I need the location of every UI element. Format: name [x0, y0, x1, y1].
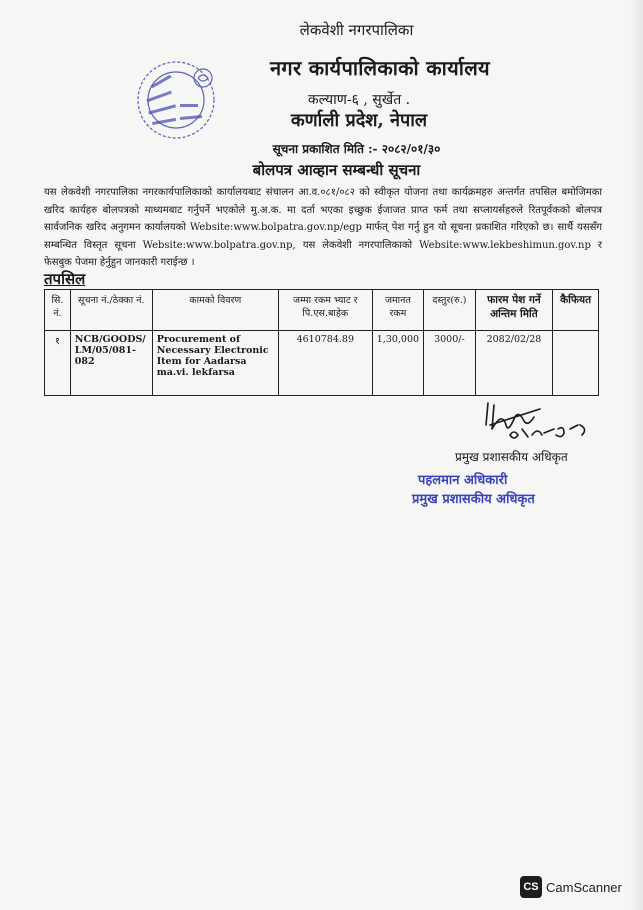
page-edge-shadow	[630, 0, 643, 910]
camscanner-icon: CS	[520, 876, 542, 898]
table-row	[45, 331, 599, 396]
cell-sn: १	[45, 331, 71, 396]
header-security: जमानत रकम	[372, 290, 423, 331]
municipality-name: लेकवेशी नगरपालिका	[299, 21, 414, 39]
stamp-title: प्रमुख प्रशासकीय अधिकृत	[412, 492, 535, 507]
header-remarks: कैफियत	[553, 290, 599, 331]
signatory-designation: प्रमुख प्रशासकीय अधिकृत	[455, 450, 568, 464]
header-deadline: फारम पेश गर्ने अन्तिम मिति	[475, 290, 552, 331]
official-name-stamp	[412, 471, 535, 509]
office-name: नगर कार्यपालिकाको कार्यालय	[270, 56, 490, 80]
notice-body: यस लेकवेशी नगरपालिका नगरकार्यपालिकाको कार्यालयबाट संचालन आ.व.०८१/०८२ को स्वीकृत योजना तथा कार्यक्रमहरु अन्तर्गत तपसिल बमोजिमका खरिद कार्यहरु बोलपत्रको माध्यमबाट गर्नुपर्ने भएकोले मु.अ.क. मा दर्ता भएका इच्छुक ईजाजत प्राप्त फर्म तथा सप्लायर्सहरुले रितपूर्वकको बोलपत्र सार्वजनिक खरिद अनुगमन कार्यालयको Website:www.bolpatra.gov.np/egp मार्फत् पेश गर्नु हुन यो सूचना प्रकाशित गरिएको छ। सार्थै यससँग सम्बन्धित विस्तृत सूचना Website:www.bolpatra.gov.np, यस लेकवेशी नगरपालिकाको Website:www.lekbeshimun.gov.np र फेसबुक पेजमा हेर्नुहुन जानकारी गराईन्छ ।	[44, 187, 602, 268]
cell-contract-no: NCB/GOODS/ LM/05/081-082	[70, 331, 152, 396]
cell-amount: 4610784.89	[278, 331, 372, 396]
camscanner-watermark	[520, 876, 622, 898]
cell-deadline: 2082/02/28	[475, 331, 552, 396]
header-description: कामको विवरण	[152, 290, 278, 331]
table-title: तपसिल	[44, 270, 86, 288]
table-header-row	[45, 290, 599, 331]
cell-security: 1,30,000	[372, 331, 423, 396]
notice-subject: बोलपत्र आव्हान सम्बन्धी सूचना	[252, 161, 421, 179]
tender-table	[44, 289, 599, 396]
cell-description: Procurement of Necessary Electronic Item for Aadarsa ma.vi. lekfarsa	[152, 331, 278, 396]
cell-fee: 3000/-	[424, 331, 476, 396]
office-location: कल्याण-६ , सुर्खेत .	[307, 92, 411, 108]
published-date: सूचना प्रकाशित मिति :- २०८२/०१/३०	[272, 142, 441, 156]
camscanner-label: CamScanner	[546, 879, 622, 895]
stamp-name: पहलमान अधिकारी	[418, 473, 508, 488]
header-fee: दस्तुर(रु.)	[424, 290, 476, 331]
handwritten-signature-icon	[480, 395, 600, 445]
header-contract-no: सूचना नं./ठेक्का नं.	[70, 290, 152, 331]
province-name: कर्णाली प्रदेश, नेपाल	[290, 110, 428, 131]
header-sn: सि. नं.	[45, 290, 71, 331]
header-amount: जम्मा रकम भ्याट र पि.एस.बाहेक	[278, 290, 372, 331]
cell-remarks	[553, 331, 599, 396]
